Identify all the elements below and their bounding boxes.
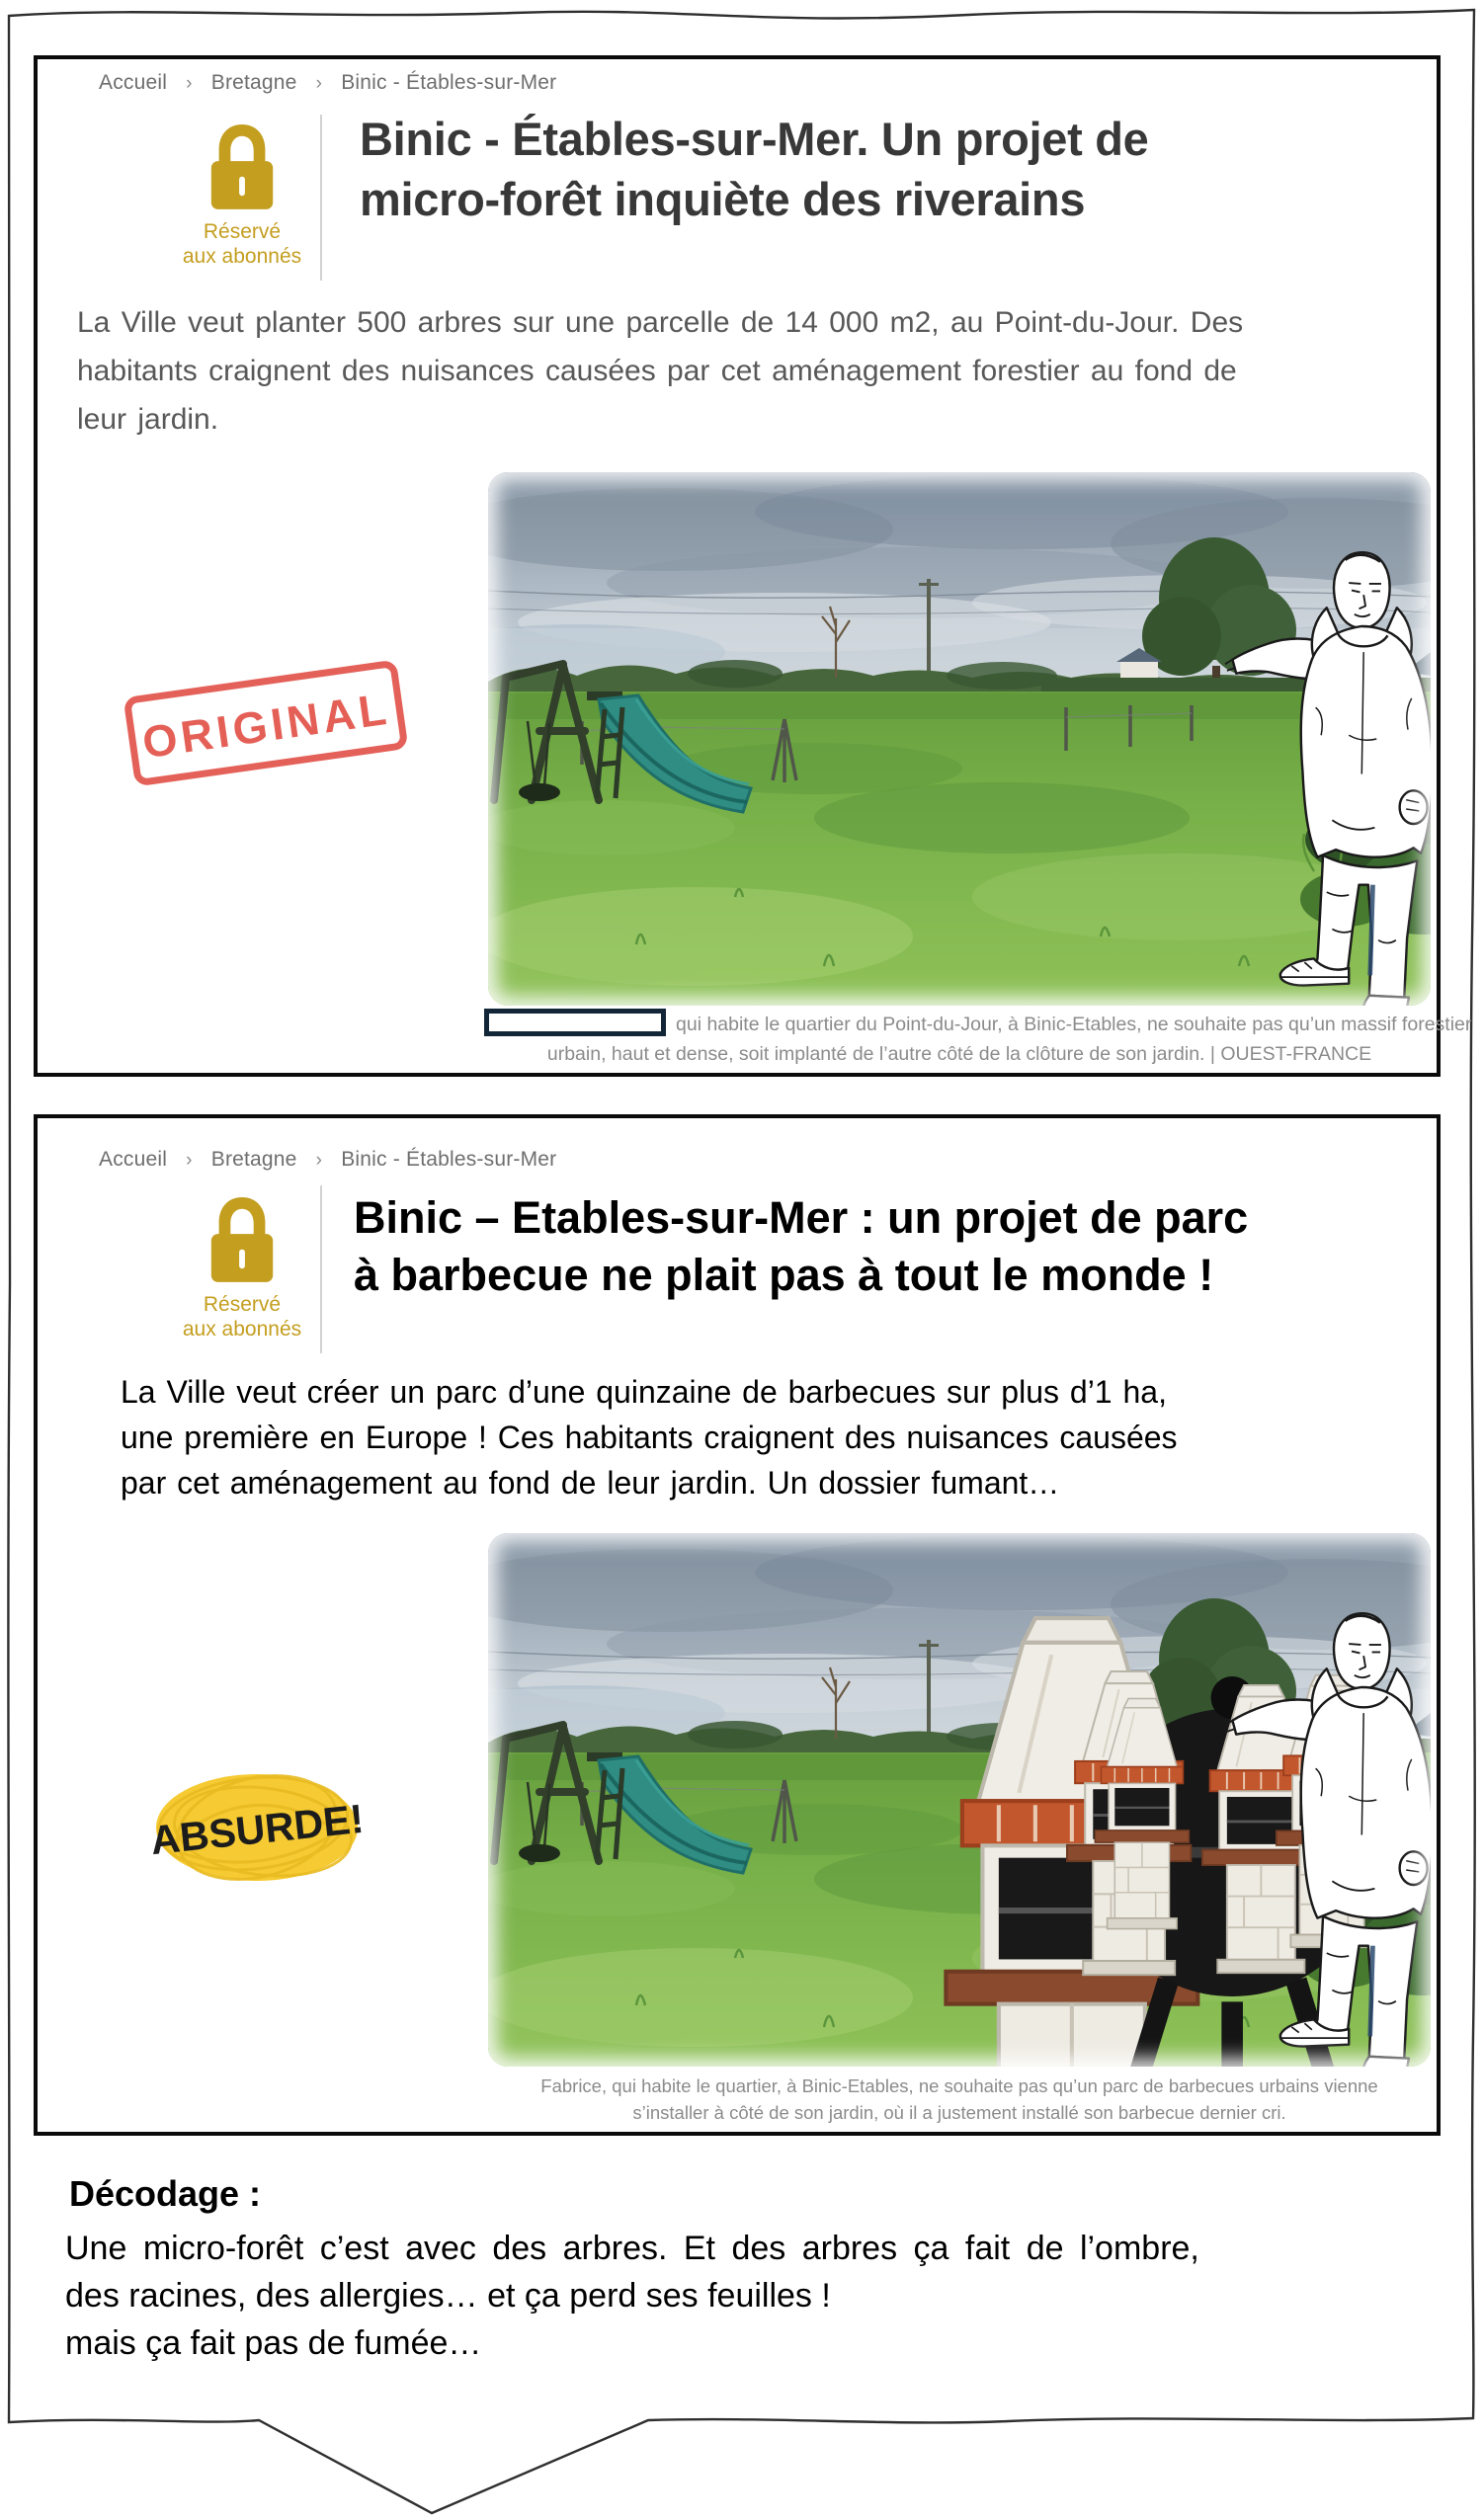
article-standfirst — [77, 298, 1243, 444]
decodage-line2: des racines, des allergies… et ça perd ses feuilles ! — [65, 2277, 831, 2315]
breadcrumb-separator-icon: › — [315, 1150, 323, 1171]
photo-caption-line1: qui habite le quartier du Point-du-Jour, à Binic-Etables, ne souhaite pas qu’un massif forestier — [676, 1014, 1472, 1035]
breadcrumb-separator-icon: › — [186, 73, 193, 94]
article-title — [360, 109, 1148, 229]
breadcrumb-item-bretagne[interactable]: Bretagne — [210, 1148, 297, 1171]
paywall-label-line1: Réservé — [203, 1293, 282, 1316]
paywall-label — [158, 219, 326, 269]
original-stamp-label: ORIGINAL — [139, 683, 393, 769]
lock-icon — [204, 119, 281, 211]
standfirst-line3: leur jardin. — [77, 403, 219, 436]
field-photo-illustration — [488, 1533, 1431, 2067]
article-standfirst — [121, 1369, 1178, 1505]
paywall-label-line1: Réservé — [203, 220, 282, 243]
photo-caption-line2: s’installer à côté de son jardin, où il a justement installé son barbecue dernier cri. — [632, 2102, 1286, 2123]
article-title-line2: à barbecue ne plait pas à tout le monde ! — [354, 1250, 1214, 1300]
photo-caption-line2: urbain, haut et dense, soit implanté de l’autre côté de la clôture de son jardin. | OUEST-FRANCE — [546, 1043, 1372, 1065]
article-title-line2: micro-forêt inquiète des riverains — [360, 173, 1086, 225]
photo-caption-line1: Fabrice, qui habite le quartier, à Binic-Etables, ne souhaite pas qu’un parc de barbecues urbains vienne — [540, 2075, 1378, 2096]
article-photo-field — [488, 472, 1431, 1006]
absurde-badge — [144, 1762, 373, 1903]
article-title-line1: Binic – Etables-sur-Mer : un projet de parc — [354, 1192, 1249, 1243]
breadcrumb-separator-icon: › — [315, 73, 323, 94]
standfirst-line1: La Ville veut créer un parc d’une quinzaine de barbecues sur plus d’1 ha, — [121, 1374, 1167, 1410]
standfirst-line2: une première en Europe ! Ces habitants craignent des nuisances causées — [121, 1420, 1178, 1455]
vertical-divider — [320, 1185, 322, 1353]
paywall-block — [158, 119, 326, 269]
field-photo-illustration — [488, 472, 1431, 1006]
standfirst-line1: La Ville veut planter 500 arbres sur une parcelle de 14 000 m2, au Point-du-Jour. Des — [77, 306, 1244, 339]
lock-icon — [204, 1191, 281, 1284]
decodage-heading: Décodage : — [69, 2173, 262, 2214]
paywall-label — [158, 1292, 326, 1341]
photo-caption — [468, 2073, 1450, 2126]
decodage-line3: mais ça fait pas de fumée… — [65, 2324, 482, 2362]
standfirst-line2: habitants craignent des nuisances causées par cet aménagement forestier au fond de — [77, 355, 1237, 387]
absurde-badge-label: ABSURDE! — [148, 1795, 367, 1864]
decodage-line1: Une micro-forêt c’est avec des arbres. Et des arbres ça fait de l’ombre, — [65, 2230, 1199, 2267]
breadcrumb-separator-icon: › — [186, 1150, 193, 1171]
breadcrumb-item-accueil[interactable]: Accueil — [99, 71, 168, 94]
breadcrumb-item-commune[interactable]: Binic - Étables-sur-Mer — [341, 1148, 557, 1171]
paywall-label-line2: aux abonnés — [182, 245, 302, 268]
vertical-divider — [320, 115, 322, 281]
article-title — [354, 1189, 1248, 1304]
decodage-text — [65, 2225, 1199, 2367]
article-photo-field-barbecues — [488, 1533, 1431, 2067]
breadcrumb-item-accueil[interactable]: Accueil — [99, 1148, 168, 1171]
breadcrumb — [99, 71, 556, 95]
breadcrumb — [99, 1148, 556, 1172]
article-title-line1: Binic - Étables-sur-Mer. Un projet de — [360, 113, 1149, 165]
paywall-label-line2: aux abonnés — [182, 1318, 302, 1341]
standfirst-line3: par cet aménagement au fond de leur jardin. Un dossier fumant… — [121, 1465, 1060, 1501]
caption-name-redaction — [484, 1009, 666, 1036]
paywall-block — [158, 1191, 326, 1341]
breadcrumb-item-bretagne[interactable]: Bretagne — [210, 71, 297, 94]
breadcrumb-item-commune[interactable]: Binic - Étables-sur-Mer — [341, 71, 557, 94]
